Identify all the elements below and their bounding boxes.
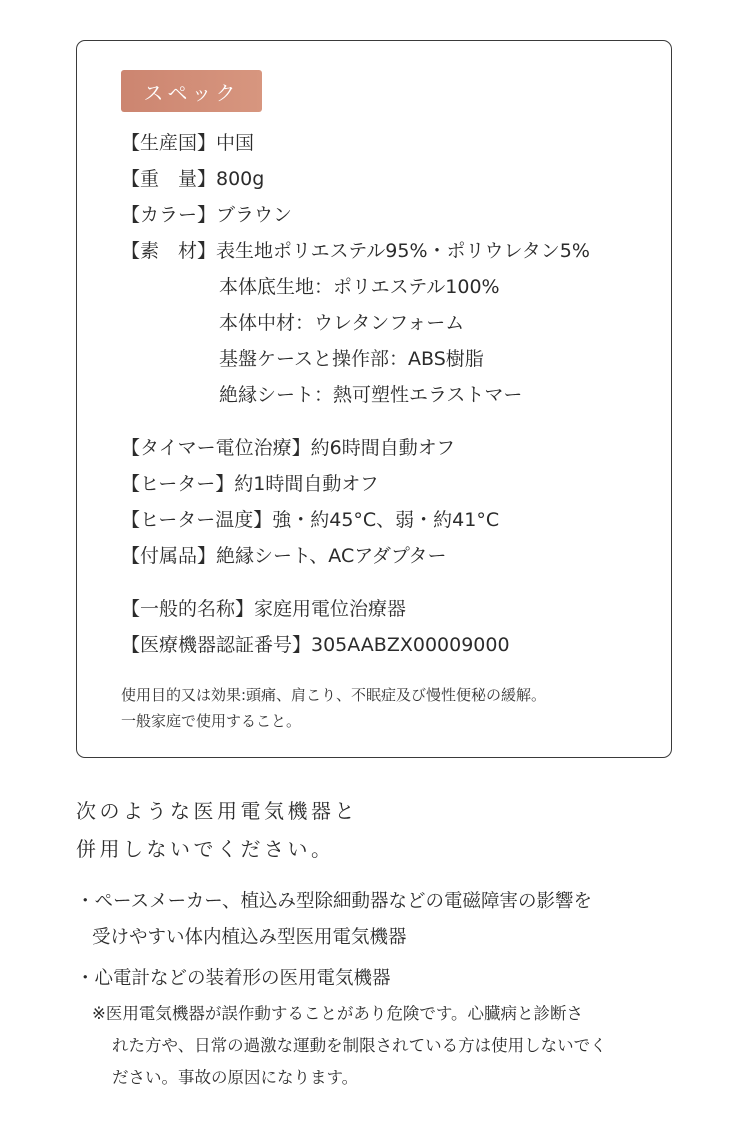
spec-usage-note-line: 使用目的又は効果:頭痛、肩こり、不眠症及び慢性便秘の緩解。 — [121, 686, 547, 704]
spec-cert-number: 【医療機器認証番号】305AABZX00009000 — [121, 634, 510, 656]
warning-note-line: ださい。事故の原因になります。 — [112, 1068, 359, 1087]
spec-accessories: 【付属品】絶縁シート、ACアダプター — [121, 545, 447, 567]
warning-title — [76, 792, 358, 868]
warning-note-line: れた方や、日常の過激な運動を制限されている方は使用しないでく — [112, 1036, 607, 1055]
spec-material-base: 本体底生地：ポリエステル100% — [219, 276, 500, 298]
warning-item-pacemaker-cont: 受けやすい体内植込み型医用電気機器 — [92, 927, 407, 948]
spec-heater-temp: 【ヒーター温度】強・約45°C、弱・約41°C — [121, 509, 500, 531]
warning-item-pacemaker: ・ペースメーカー、植込み型除細動器などの電磁障害の影響を — [76, 891, 592, 912]
spec-origin: 【生産国】中国 — [121, 132, 255, 154]
spec-material-core: 本体中材：ウレタンフォーム — [219, 312, 465, 334]
spec-material-case: 基盤ケースと操作部：ABS樹脂 — [219, 348, 484, 370]
spec-material: 【素 材】表生地ポリエステル95%・ポリウレタン5% — [121, 240, 590, 262]
spec-heater: 【ヒーター】約1時間自動オフ — [121, 473, 379, 495]
warning-item-ecg: ・心電計などの装着形の医用電気機器 — [76, 968, 391, 989]
spec-weight: 【重 量】800g — [121, 168, 265, 190]
warning-note-line: ※医用電気機器が誤作動することがあり危険です。心臓病と診断さ — [92, 1004, 584, 1023]
spec-usage-note — [121, 682, 546, 734]
spec-badge: スペック — [121, 70, 262, 112]
warning-title-line: 併用しないでください。 — [76, 837, 335, 861]
spec-generic-name: 【一般的名称】家庭用電位治療器 — [121, 598, 407, 620]
warning-title-line: 次のような医用電気機器と — [76, 799, 358, 823]
spec-usage-note-line: 一般家庭で使用すること。 — [121, 712, 302, 730]
spec-timer: 【タイマー電位治療】約6時間自動オフ — [121, 437, 456, 459]
spec-color: 【カラー】ブラウン — [121, 204, 293, 226]
spec-material-sheet: 絶縁シート：熱可塑性エラストマー — [219, 384, 523, 406]
spec-card — [76, 40, 672, 758]
warning-note — [92, 998, 692, 1094]
